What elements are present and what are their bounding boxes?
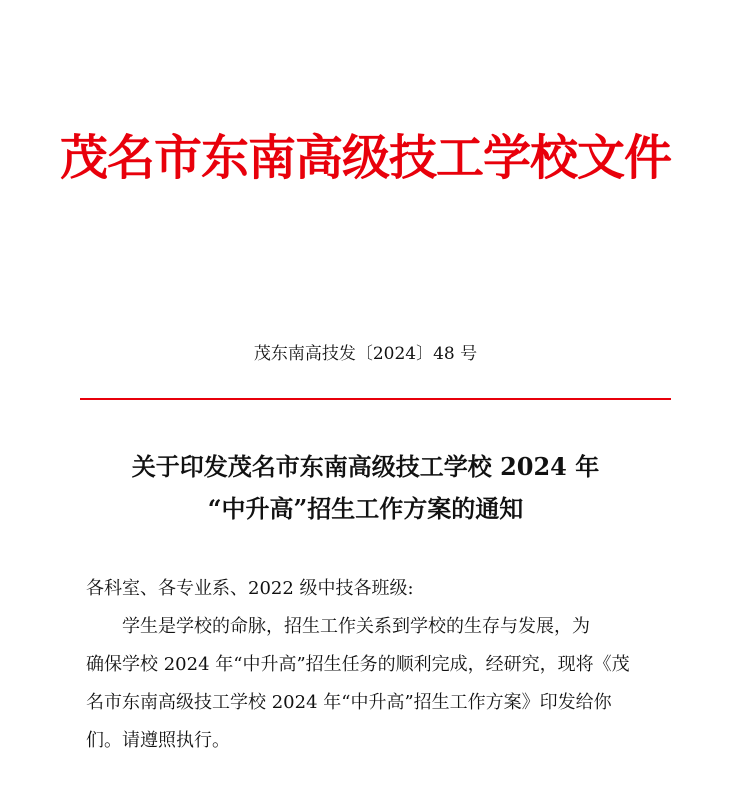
notice-paragraph [86, 608, 676, 760]
notice-title-line-1: 关于印发茂名市东南高级技工学校 2024 年 [131, 452, 600, 481]
paragraph-line-4: 们。请遵照执行。 [86, 730, 230, 751]
salutation: 各科室、各专业系、2022 级中技各班级: [86, 578, 414, 599]
red-divider-line [80, 398, 671, 400]
notice-body [86, 570, 676, 760]
paragraph-line-2: 确保学校 2024 年“中升高”招生任务的顺利完成，经研究，现将《茂 [86, 654, 630, 675]
document-number: 茂东南高技发〔2024〕48 号 [253, 344, 478, 364]
notice-title-line-2: “中升高”招生工作方案的通知 [207, 494, 524, 523]
paragraph-line-1: 学生是学校的命脉，招生工作关系到学校的生存与发展，为 [122, 616, 590, 637]
paragraph-line-3: 名市东南高级技工学校 2024 年“中升高”招生工作方案》印发给你 [86, 692, 612, 713]
document-header-title: 茂名市东南高级技工学校文件 [59, 130, 671, 186]
notice-title [0, 446, 731, 530]
